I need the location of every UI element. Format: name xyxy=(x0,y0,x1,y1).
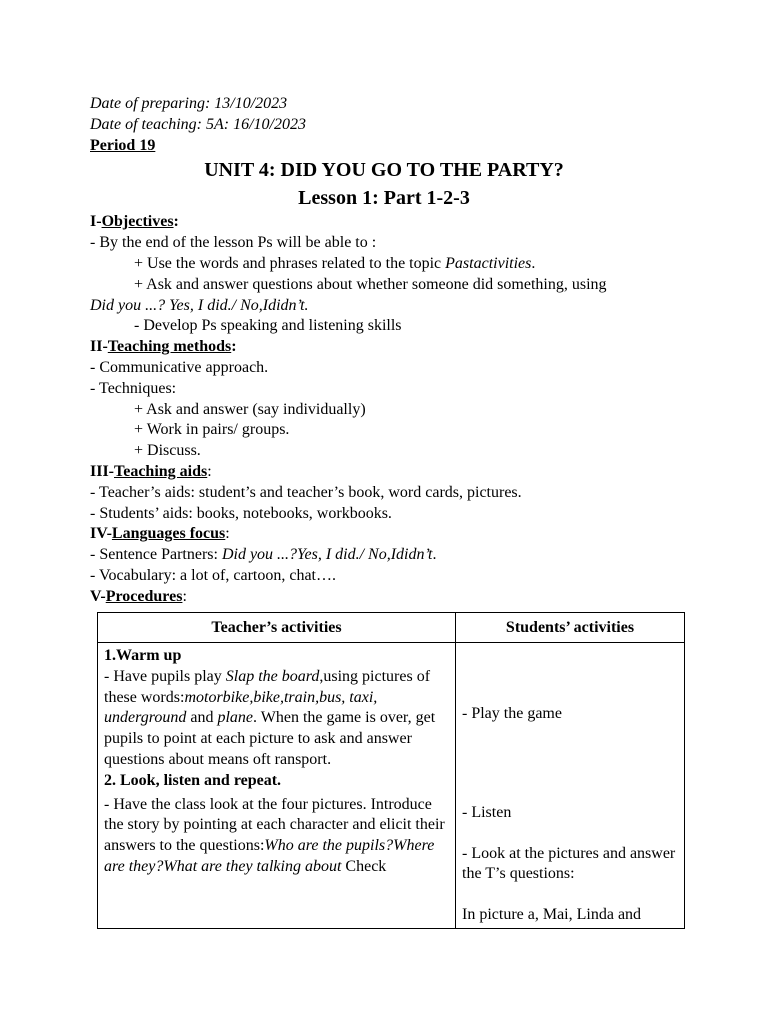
methods-line-2: - Techniques: xyxy=(90,379,177,397)
date-teaching: Date of teaching: 5A: 16/10/2023 xyxy=(90,115,306,133)
students-cell xyxy=(456,643,685,929)
methods-line-3: + Ask and answer (say individually) xyxy=(134,400,366,418)
teacher-cell xyxy=(98,643,456,929)
focus-line-1: - Sentence Partners: Did you ...?Yes, I did./ No,Ididn’t. xyxy=(90,546,437,564)
col-header-students: Students’ activities xyxy=(456,613,685,643)
objectives-heading: I-Objectives: xyxy=(90,213,179,231)
methods-line-1: - Communicative approach. xyxy=(90,358,269,376)
methods-line-4: + Work in pairs/ groups. xyxy=(134,421,290,439)
student-picture-a: In picture a, Mai, Linda and xyxy=(462,906,642,924)
student-play-game: - Play the game xyxy=(462,705,562,722)
student-look-answer: - Look at the pictures and answer the T’s questions: xyxy=(462,844,676,883)
col-header-teacher: Teacher’s activities xyxy=(98,613,456,643)
objective-item-2: + Ask and answer questions about whether someone did something, using xyxy=(134,275,607,293)
aids-heading: III-Teaching aids: xyxy=(90,462,212,480)
methods-heading: II-Teaching methods: xyxy=(90,338,237,356)
date-preparing: Date of preparing: 13/10/2023 xyxy=(90,95,288,112)
lesson-title: Lesson 1: Part 1-2-3 xyxy=(298,187,470,210)
methods-line-5: + Discuss. xyxy=(134,442,201,460)
aids-line-2: - Students’ aids: books, notebooks, workbooks. xyxy=(90,504,392,522)
unit-title: UNIT 4: DID YOU GO TO THE PARTY? xyxy=(204,159,564,182)
student-listen: - Listen xyxy=(462,803,512,821)
focus-heading: IV-Languages focus: xyxy=(90,525,230,543)
warmup-text: - Have pupils play Slap the board,using pictures of these words:motorbike,bike,train,bus, taxi, underground and plane. When the game is over, get pupils to point at each picture to ask and answer questions about means oft ransport. xyxy=(104,667,436,768)
period-label: Period 19 xyxy=(90,136,156,154)
objectives-intro: - By the end of the lesson Ps will be able to : xyxy=(90,234,377,252)
look-listen-title: 2. Look, listen and repeat. xyxy=(104,771,282,789)
objective-item-3: - Develop Ps speaking and listening skills xyxy=(134,317,402,335)
focus-line-2: - Vocabulary: a lot of, cartoon, chat…. xyxy=(90,566,336,584)
look-listen-text: - Have the class look at the four pictures. Introduce the story by pointing at each character and elicit their answers to the questions:Who are the pupils?Where are they?What are they talking about Check xyxy=(104,795,445,875)
objective-item-1: + Use the words and phrases related to the topic Pastactivities. xyxy=(134,254,536,272)
document-page xyxy=(90,94,690,608)
procedures-heading: V-Procedures: xyxy=(90,587,187,605)
warmup-title: 1.Warm up xyxy=(104,647,182,664)
aids-line-1: - Teacher’s aids: student’s and teacher’s book, word cards, pictures. xyxy=(90,483,522,501)
procedures-table xyxy=(97,612,685,929)
objective-item-2-cont: Did you ...? Yes, I did./ No,Ididn’t. xyxy=(90,296,309,314)
